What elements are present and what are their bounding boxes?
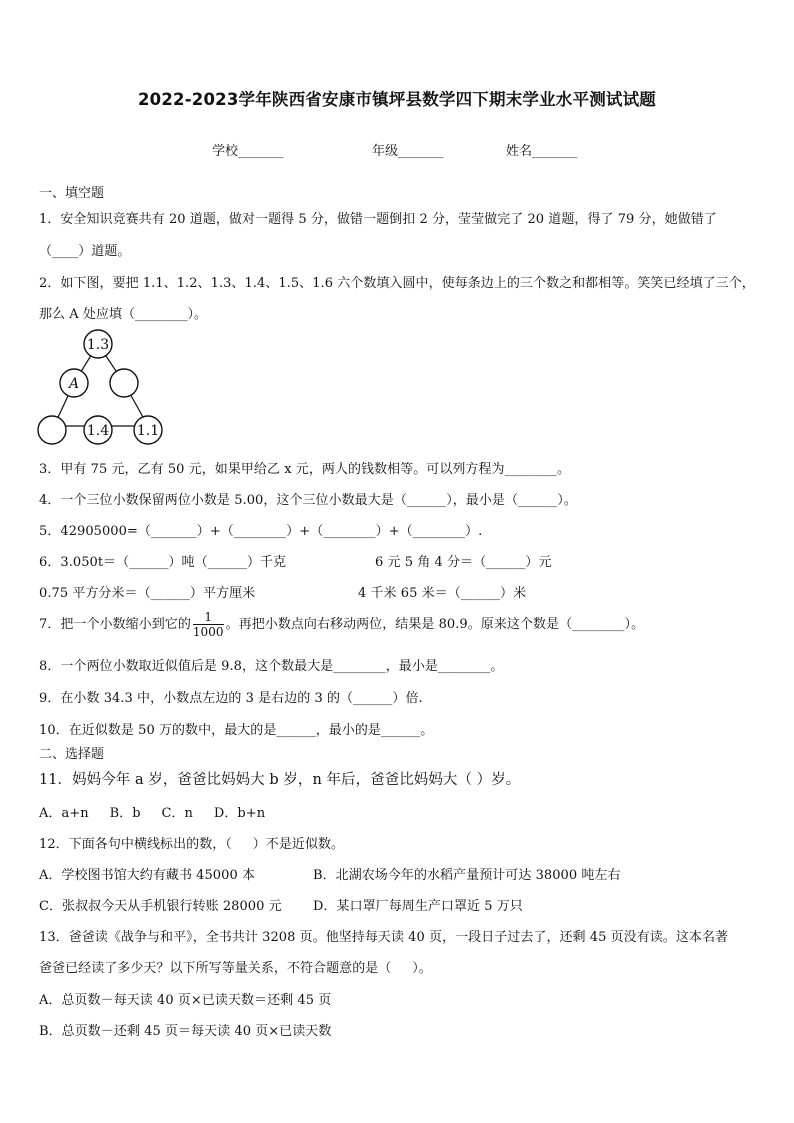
q2-line1: 2．如下图，要把 1.1、1.2、1.3、1.4、1.5、1.6 六个数填入圆中，使每条边上的三个数之和都相等。笑笑已经填了三个， xyxy=(39,276,755,291)
fraction-numerator: 1 xyxy=(193,610,224,625)
q10: 10．在近似数是 50 万的数中，最大的是______，最小的是______。 xyxy=(39,723,434,738)
fraction-denominator: 1000 xyxy=(192,625,224,639)
q11-stem: 11．妈妈今年 a 岁，爸爸比妈妈大 b 岁，n 年后，爸爸比妈妈大（ ）岁。 xyxy=(39,772,521,788)
fraction-one-thousandth xyxy=(193,610,224,639)
q6-c: 0.75 平方分米＝（______）平方厘米 xyxy=(39,586,256,601)
figure-label-bottom-right: 1.1 xyxy=(136,423,160,439)
q2-line2: 那么 A 处应填（________）。 xyxy=(39,307,208,322)
q12-option-a: A．学校图书馆大约有藏书 45000 本 xyxy=(39,868,256,883)
q9: 9．在小数 34.3 中，小数点左边的 3 是右边的 3 的（______）倍. xyxy=(39,691,423,706)
q12-option-d: D．某口罩厂每周生产口罩近 5 万只 xyxy=(313,899,523,914)
name-field: 姓名_______ xyxy=(506,144,578,159)
figure-label-top: 1.3 xyxy=(86,337,110,353)
q7 xyxy=(39,610,644,639)
q7-after: 。再把小数点向右移动两位，结果是 80.9。原来这个数是（________）。 xyxy=(225,617,645,632)
q5: 5．42905000=（_______）+（________）+（________）+（________）. xyxy=(39,524,483,539)
page-title: 2022-2023学年陕西省安康市镇坪县数学四下期末学业水平测试试题 xyxy=(138,90,656,109)
q6-b: 6 元 5 角 4 分＝（______）元 xyxy=(375,555,552,570)
q12-stem: 12．下面各句中横线标出的数，（ ）不是近似数。 xyxy=(39,837,345,852)
q1-line1: 1．安全知识竞赛共有 20 道题，做对一题得 5 分，做错一题倒扣 2 分，莹莹做完了 20 道题，得了 79 分，她做错了 xyxy=(39,212,717,227)
q13-option-b: B．总页数－还剩 45 页＝每天读 40 页×已读天数 xyxy=(39,1024,332,1039)
q3: 3．甲有 75 元，乙有 50 元，如果甲给乙 x 元，两人的钱数相等。可以列方程为________。 xyxy=(39,462,571,477)
q8: 8．一个两位小数取近似值后是 9.8，这个数最大是________，最小是________。 xyxy=(39,659,504,674)
q13-line1: 13．爸爸读《战争与和平》，全书共计 3208 页。他坚持每天读 40 页，一段日子过去了，还剩 45 页没有读。这本名著 xyxy=(39,930,729,945)
q6-a: 6．3.050t＝（______）吨（______）千克 xyxy=(39,555,287,570)
q11-options: A．a+n B．b C．n D．b+n xyxy=(39,806,266,821)
q1-line2: （____）道题。 xyxy=(39,244,131,259)
section-choice-heading: 二、选择题 xyxy=(39,747,105,762)
circle-right-empty xyxy=(110,369,138,397)
q13-option-a: A．总页数－每天读 40 页×已读天数＝还剩 45 页 xyxy=(39,993,332,1008)
q12-option-c: C．张叔叔今天从手机银行转账 28000 元 xyxy=(39,899,282,914)
figure-label-a: A xyxy=(68,376,80,392)
circle-bottom-left-empty xyxy=(38,416,66,444)
q4: 4．一个三位小数保留两位小数是 5.00，这个三位小数最大是（______），最小是（______）。 xyxy=(39,493,577,508)
section-fill-heading: 一、填空题 xyxy=(39,186,105,201)
q7-before: 7．把一个小数缩小到它的 xyxy=(39,617,191,632)
triangle-circle-figure xyxy=(36,328,166,446)
q6-d: 4 千米 65 米＝（______）米 xyxy=(358,586,527,601)
grade-field: 年级_______ xyxy=(372,144,444,159)
q12-option-b: B．北湖农场今年的水稻产量预计可达 38000 吨左右 xyxy=(313,868,621,883)
figure-label-bottom-middle: 1.4 xyxy=(86,423,110,439)
q13-line2: 爸爸已经读了多少天？以下所写等量关系，不符合题意的是（ ）。 xyxy=(39,961,432,976)
school-field: 学校_______ xyxy=(212,144,284,159)
